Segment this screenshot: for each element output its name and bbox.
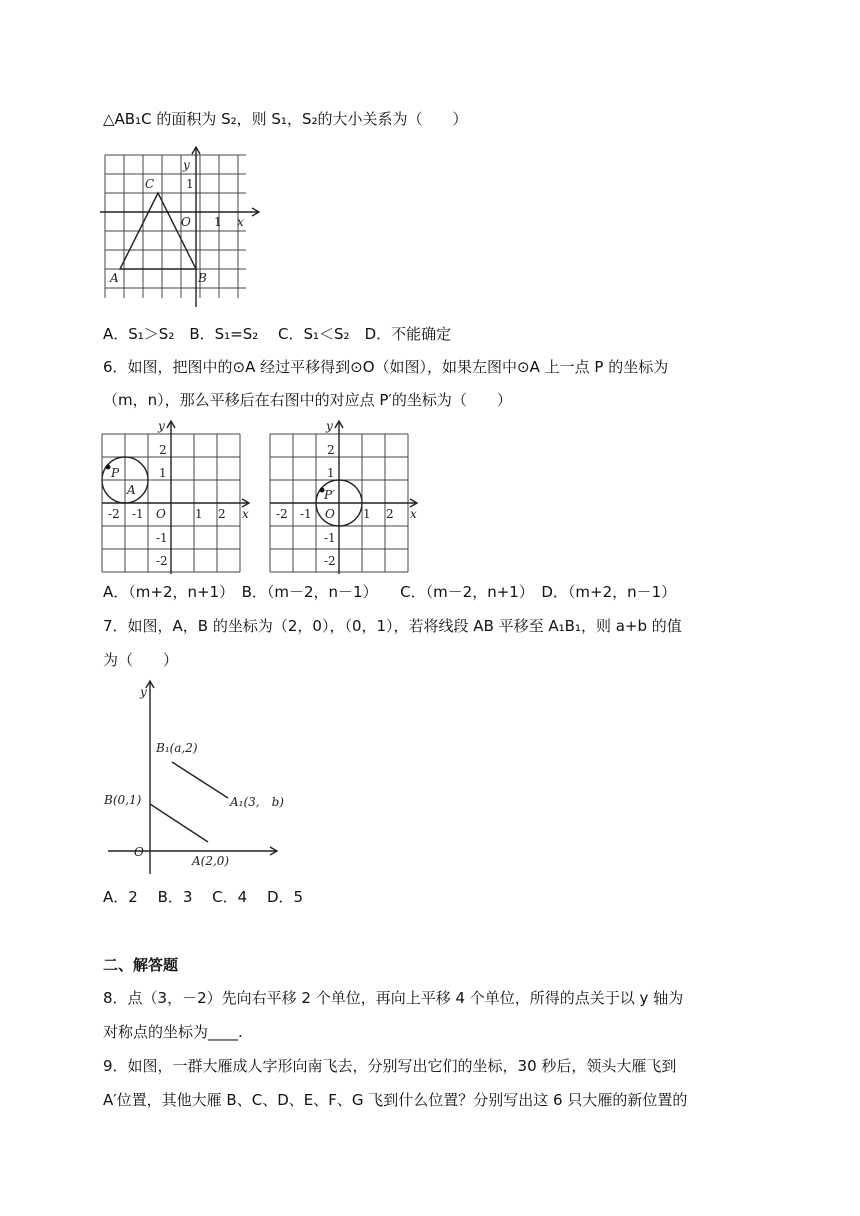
- q9-line2: A′位置，其他大雁 B、C、D、E、F、G 飞到什么位置？分别写出这 6 只大雁的新位置的: [103, 1091, 688, 1109]
- q6-left-label-dm2: -2: [156, 554, 168, 568]
- q6-right-label-dm1: -1: [324, 531, 336, 545]
- q7-label-B: B(0,1): [104, 793, 142, 807]
- q5-options: A．S₁＞S₂ B．S₁=S₂ C．S₁＜S₂ D．不能确定: [103, 325, 452, 343]
- q7-label-B1: B₁(a,2): [156, 741, 198, 755]
- q6-left-point-P: [106, 465, 111, 470]
- q6-line1: 6．如图，把图中的⊙A 经过平移得到⊙O（如图），如果左图中⊙A 上一点 P 的坐标为: [103, 358, 669, 376]
- q5-figure: [100, 145, 262, 307]
- q5-label-x: x: [237, 215, 244, 229]
- q5-stem: △AB₁C 的面积为 S₂，则 S₁，S₂的大小关系为（ ）: [103, 110, 468, 128]
- q6-line2: （m，n），那么平移后在右图中的对应点 P′的坐标为（ ）: [103, 391, 512, 409]
- section-heading: 二、解答题: [103, 956, 179, 974]
- q9-line1: 9．如图，一群大雁成人字形向南飞去，分别写出它们的坐标，30 秒后，领头大雁飞到: [103, 1057, 677, 1075]
- q5-label-A: A: [110, 271, 119, 285]
- q5-label-y: y: [183, 158, 190, 172]
- q8-line1: 8．点（3，－2）先向右平移 2 个单位，再向上平移 4 个单位，所得的点关于以 y 轴为: [103, 989, 684, 1007]
- q7-figure: [100, 676, 292, 874]
- q6-left-label-t2: 2: [159, 443, 167, 457]
- q7-label-O: O: [134, 845, 144, 859]
- q6-left-label-O: O: [156, 507, 166, 521]
- q6-left-label-t1: 1: [159, 466, 167, 480]
- q6-right-label-P-prime: P′: [324, 488, 335, 502]
- q6-left-label-tm1: -1: [132, 507, 144, 521]
- q6-right-label-r2: 2: [386, 507, 394, 521]
- q6-right-label-y: y: [326, 419, 333, 433]
- q6-options: A．（m+2，n+1） B．（m－2，n－1） C．（m－2，n+1） D．（m+2，n－1）: [103, 583, 677, 601]
- q6-right-label-r1: 1: [363, 507, 371, 521]
- q6-left-label-y: y: [158, 419, 165, 433]
- q7-label-A: A(2,0): [192, 854, 230, 868]
- q5-label-one-y: 1: [186, 177, 194, 191]
- q6-left-label-A: A: [127, 483, 136, 497]
- q6-left-label-x: x: [242, 507, 249, 521]
- q6-left-label-r2: 2: [218, 507, 226, 521]
- q7-label-y: y: [140, 685, 147, 699]
- q5-label-O: O: [181, 215, 191, 229]
- q8-line2: 对称点的坐标为____.: [103, 1023, 243, 1041]
- q6-left-label-tm2: -2: [108, 507, 120, 521]
- q5-label-one-x: 1: [214, 215, 222, 229]
- q6-left-label-dm1: -1: [156, 531, 168, 545]
- q7-options: A．2 B．3 C．4 D．5: [103, 888, 304, 906]
- q6-right-label-O: O: [325, 507, 335, 521]
- q7-line2: 为（ ）: [103, 651, 179, 669]
- q6-left-label-P: P: [111, 466, 120, 480]
- q6-right-label-tm2: -2: [276, 507, 288, 521]
- q6-right-label-t2: 2: [327, 443, 335, 457]
- q6-left-label-r1: 1: [195, 507, 203, 521]
- q6-left-figure: [100, 418, 252, 576]
- q5-label-C: C: [145, 177, 155, 191]
- q5-label-B: B: [198, 271, 207, 285]
- q7-label-A1: A₁(3, b): [230, 795, 284, 809]
- q6-right-figure: [268, 418, 420, 576]
- q7-line1: 7．如图，A，B 的坐标为（2，0），（0，1），若将线段 AB 平移至 A₁B₁，则 a+b 的值: [103, 617, 682, 635]
- q6-right-label-tm1: -1: [300, 507, 312, 521]
- q6-right-label-dm2: -2: [324, 554, 336, 568]
- q6-right-label-x: x: [410, 507, 417, 521]
- q6-right-label-t1: 1: [327, 466, 335, 480]
